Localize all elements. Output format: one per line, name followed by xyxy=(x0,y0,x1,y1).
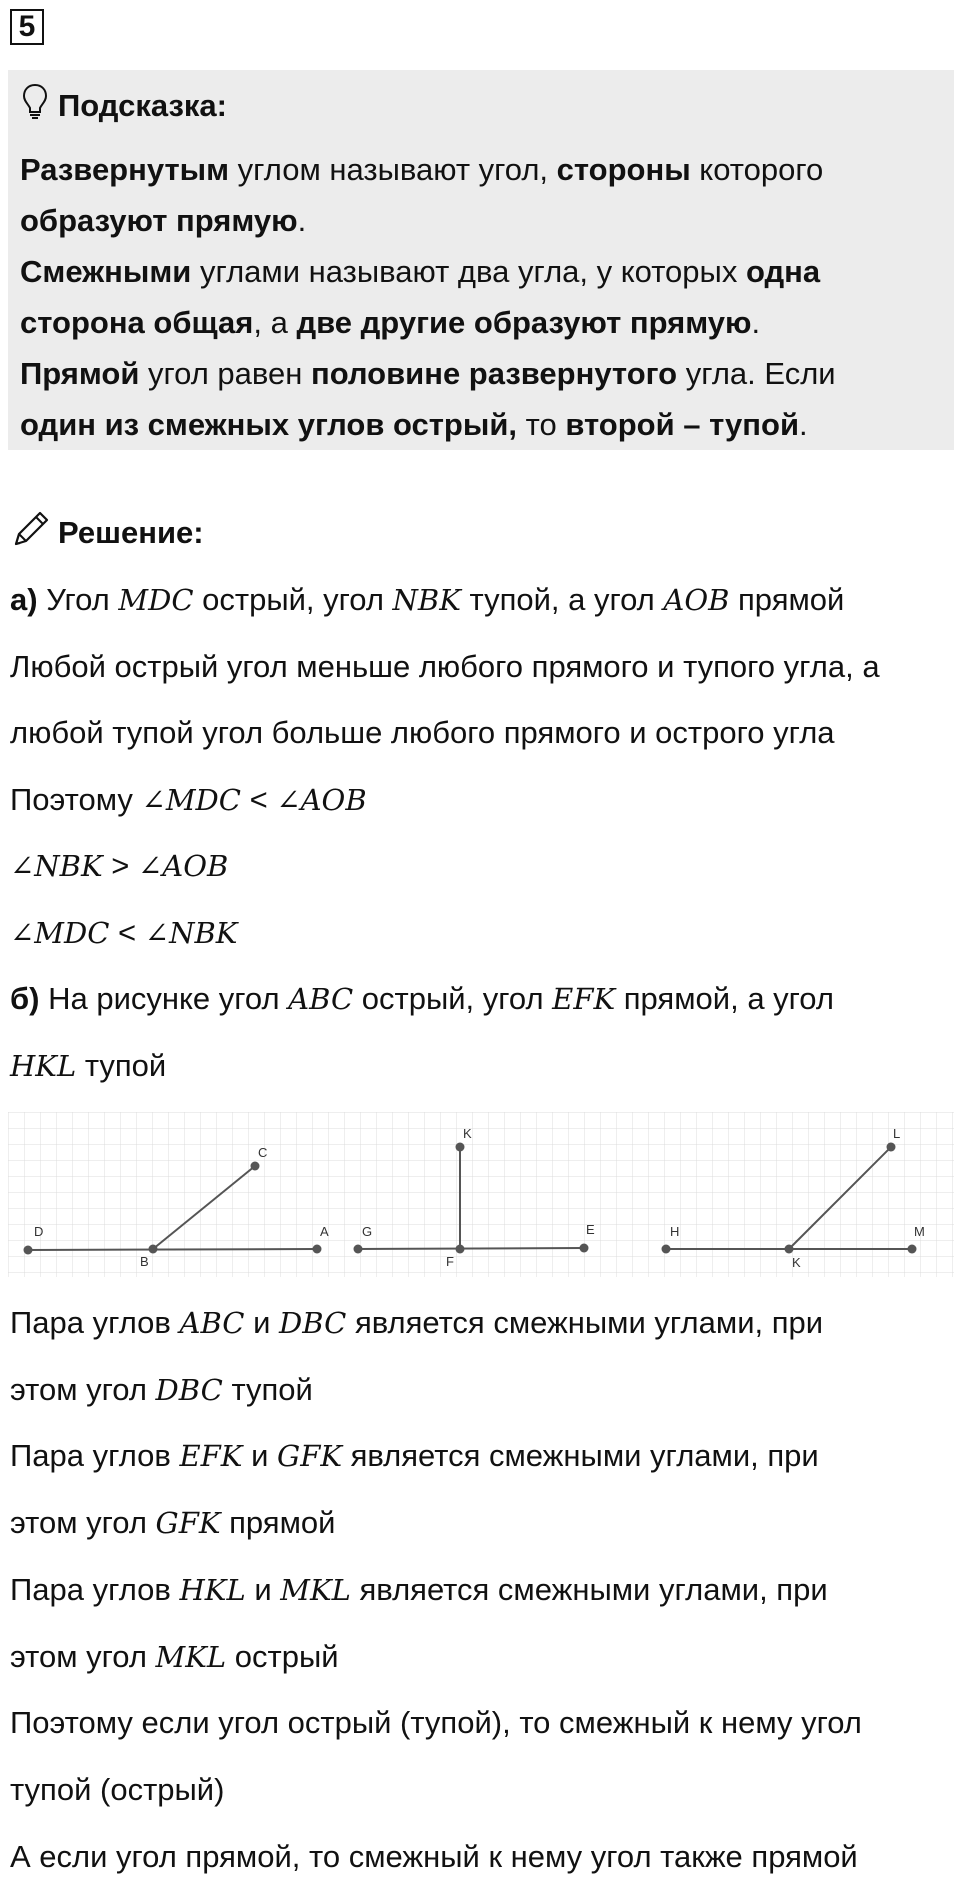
math-expression: AOB xyxy=(663,583,730,617)
math-expression: MDC xyxy=(118,583,194,617)
bold-text: Прямой xyxy=(20,356,140,391)
text-run: острый, угол xyxy=(193,582,393,617)
math-expression: MKL xyxy=(155,1639,227,1674)
math-expression: ∠MDC xyxy=(141,782,241,817)
math-expression: NBK xyxy=(392,583,461,617)
text-run: Пара углов xyxy=(10,1438,180,1474)
point-f xyxy=(456,1245,465,1254)
text-run: острый xyxy=(226,1638,339,1674)
text-line xyxy=(10,780,367,820)
text-run: то xyxy=(517,407,566,442)
text-run: , а xyxy=(253,305,297,340)
label-l: L xyxy=(893,1126,901,1141)
math-expression: ∠AOB xyxy=(138,849,229,883)
text-line xyxy=(10,1637,339,1677)
text-run: . xyxy=(297,203,307,238)
math-expression: ABC xyxy=(288,982,354,1016)
text-line xyxy=(20,150,823,190)
point-b xyxy=(149,1245,158,1254)
label-b: B xyxy=(140,1254,149,1269)
bold-text: одна xyxy=(745,254,821,289)
point-l xyxy=(887,1143,896,1152)
text-run: угол равен xyxy=(139,356,311,391)
text-run: тупой (острый) xyxy=(10,1771,225,1807)
text-run: Любой острый угол меньше любого прямого и тупого угла, а xyxy=(10,648,880,684)
text-line xyxy=(10,1503,335,1543)
bold-text: Смежными xyxy=(20,254,192,289)
text-line xyxy=(20,201,306,241)
math-expression: GFK xyxy=(277,1439,342,1474)
text-run: угла. Если xyxy=(677,356,836,391)
label-k-vertex: K xyxy=(792,1255,801,1270)
math-expression: MKL xyxy=(280,1572,351,1607)
text-run: этом угол xyxy=(10,1505,156,1541)
text-run: прямой, а угол xyxy=(615,981,834,1016)
text-line xyxy=(20,405,808,445)
point-e xyxy=(580,1244,589,1253)
lightbulb-icon xyxy=(22,83,48,129)
text-run: . xyxy=(751,305,761,340)
text-line xyxy=(10,713,835,753)
text-run: > xyxy=(102,848,138,883)
text-run: Пара углов xyxy=(10,1571,180,1607)
text-run: является смежными углами, при xyxy=(346,1305,824,1340)
math-expression: ABC xyxy=(179,1306,245,1340)
point-k-vertex xyxy=(785,1245,794,1254)
text-line xyxy=(10,846,228,886)
point-a xyxy=(313,1245,322,1254)
math-expression: ∠NBK xyxy=(144,915,238,950)
label-e: E xyxy=(586,1222,595,1237)
text-line xyxy=(10,1703,862,1743)
math-expression: HKL xyxy=(179,1572,246,1607)
text-line xyxy=(10,647,880,687)
point-c xyxy=(251,1162,260,1171)
text-line xyxy=(10,580,844,620)
text-run: и xyxy=(242,1438,278,1474)
text-run: А если угол прямой, то смежный к нему угол также прямой xyxy=(10,1838,858,1874)
text-run: любой тупой угол больше любого прямого и острого угла xyxy=(10,715,835,750)
text-run: < xyxy=(240,781,277,817)
label-m: M xyxy=(914,1224,925,1239)
math-expression: GFK xyxy=(155,1506,221,1541)
label-f: F xyxy=(446,1254,454,1269)
text-line xyxy=(10,1370,313,1410)
text-run: и xyxy=(244,1305,280,1340)
text-run: является смежными углами, при xyxy=(350,1571,828,1607)
hint-header xyxy=(22,78,227,134)
bold-text: сторона общая xyxy=(20,305,254,340)
text-run: острый, угол xyxy=(353,981,553,1016)
text-run: является смежными углами, при xyxy=(341,1438,819,1474)
text-run: этом угол xyxy=(10,1371,156,1407)
text-run: Поэтому xyxy=(10,781,142,817)
bold-text: б) xyxy=(10,981,40,1016)
point-k xyxy=(456,1143,465,1152)
math-expression: EFK xyxy=(179,1439,243,1474)
text-run: Пара углов xyxy=(10,1305,180,1340)
angles-figure xyxy=(8,1112,954,1277)
text-line xyxy=(20,354,836,394)
text-run: . xyxy=(799,407,808,442)
text-line xyxy=(10,1046,166,1086)
point-g xyxy=(354,1245,363,1254)
math-expression: EFK xyxy=(552,982,616,1016)
label-c: C xyxy=(258,1145,268,1160)
text-run: На рисунке угол xyxy=(39,981,289,1016)
text-run: < xyxy=(109,914,145,950)
math-expression: ∠AOB xyxy=(276,782,367,817)
text-line xyxy=(10,1570,828,1610)
text-run: которого xyxy=(690,152,824,187)
math-expression: ∠MDC xyxy=(10,915,110,950)
text-line xyxy=(10,1837,858,1877)
point-h xyxy=(662,1245,671,1254)
solution-header xyxy=(10,508,204,558)
bold-text: один из смежных углов острый, xyxy=(20,407,518,442)
text-run: прямой xyxy=(729,582,845,617)
text-line xyxy=(20,303,760,343)
text-run: тупой, а угол xyxy=(460,582,664,617)
bold-text: половине развернутого xyxy=(311,356,678,391)
label-k: K xyxy=(463,1126,472,1141)
point-m xyxy=(908,1245,917,1254)
text-run: тупой xyxy=(76,1047,167,1083)
text-line xyxy=(10,913,237,953)
bold-text: второй – тупой xyxy=(565,407,800,442)
bold-text: Развернутым xyxy=(20,152,230,187)
text-run: углом называют угол, xyxy=(229,152,557,187)
text-run: прямой xyxy=(220,1505,336,1541)
point-d xyxy=(24,1246,33,1255)
hint-box xyxy=(8,70,954,450)
text-run: тупой xyxy=(222,1371,313,1407)
text-run: и xyxy=(245,1571,281,1607)
label-h: H xyxy=(670,1224,680,1239)
text-run: углами называют два угла, у которых xyxy=(191,254,746,289)
bold-text: а) xyxy=(10,582,38,617)
text-line xyxy=(10,979,834,1019)
text-run: Угол xyxy=(37,582,119,617)
solution-title: Решение: xyxy=(58,515,204,550)
label-d: D xyxy=(34,1224,44,1239)
text-line xyxy=(10,1303,823,1343)
task-number: 5 xyxy=(10,9,44,45)
text-line xyxy=(10,1770,224,1810)
hint-title: Подсказка: xyxy=(58,88,227,123)
bold-text: две другие образуют прямую xyxy=(296,305,752,340)
math-expression: HKL xyxy=(10,1048,77,1083)
label-g: G xyxy=(362,1224,373,1239)
label-a: A xyxy=(320,1224,329,1239)
math-expression: ∠NBK xyxy=(10,849,103,883)
math-expression: DBC xyxy=(279,1306,347,1340)
text-run: Поэтому если угол острый (тупой), то смежный к нему угол xyxy=(10,1705,862,1741)
text-line xyxy=(10,1436,819,1476)
text-run: этом угол xyxy=(10,1638,156,1674)
bold-text: образуют прямую xyxy=(20,203,298,238)
bold-text: стороны xyxy=(556,152,691,187)
text-line xyxy=(20,252,820,292)
math-expression: DBC xyxy=(155,1372,223,1407)
pencil-icon xyxy=(10,508,52,558)
